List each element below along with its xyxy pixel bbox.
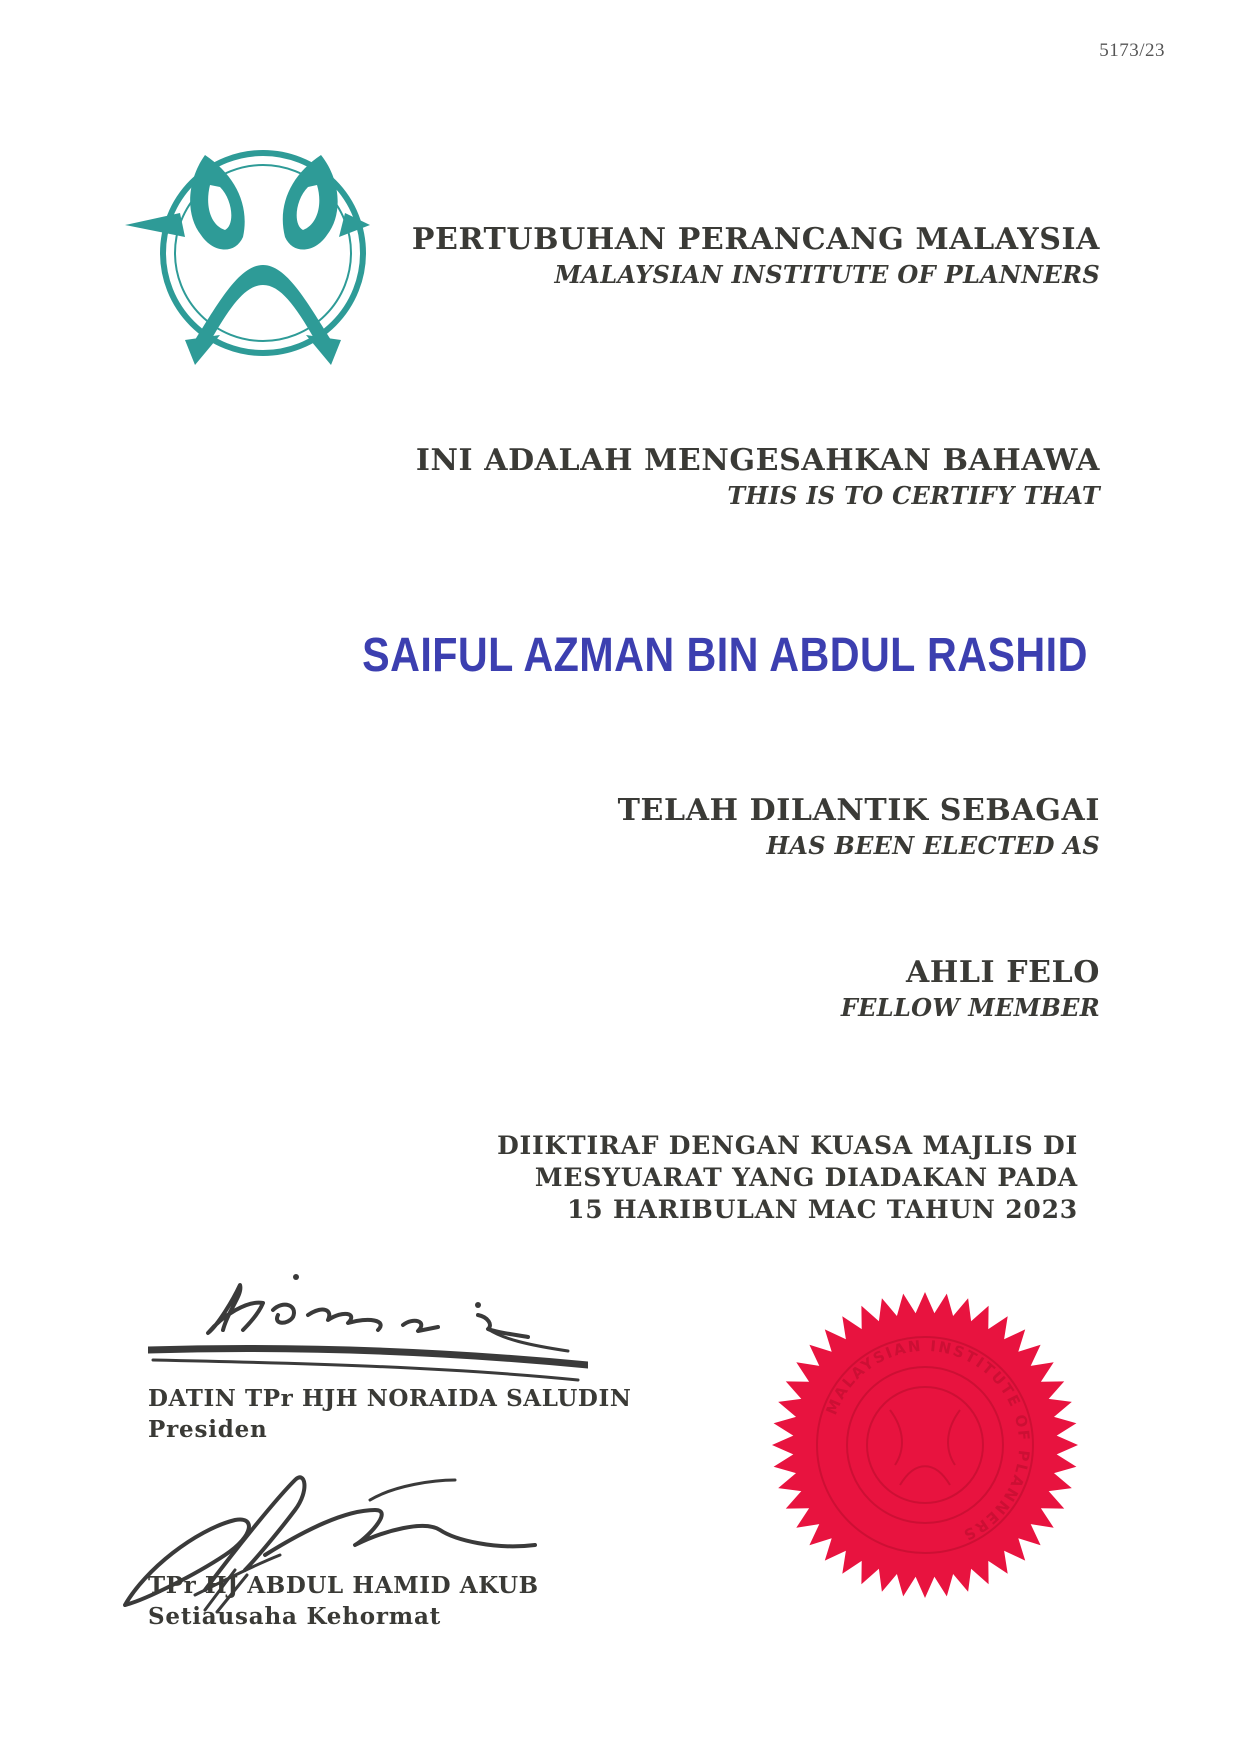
- reference-number: 5173/23: [1099, 40, 1165, 61]
- president-signatory: [148, 1383, 631, 1445]
- recipient-name: SAIFUL AZMAN BIN ABDUL RASHID: [362, 629, 1088, 682]
- organization-name-malay: PERTUBUHAN PERANCANG MALAYSIA: [411, 222, 1100, 257]
- president-name: DATIN TPr HJH NORAIDA SALUDIN: [148, 1385, 632, 1412]
- recognition-line-1: DIIKTIRAF DENGAN KUASA MAJLIS DI: [497, 1131, 1078, 1160]
- membership-malay: AHLI FELO: [906, 955, 1100, 990]
- secretary-title: Setiausaha Kehormat: [148, 1603, 442, 1630]
- membership-grade: [841, 955, 1100, 1025]
- certify-statement: [416, 443, 1100, 513]
- elected-malay: TELAH DILANTIK SEBAGAI: [617, 793, 1100, 828]
- secretary-name: TPr HJ ABDUL HAMID AKUB: [148, 1572, 539, 1599]
- elected-statement: [618, 793, 1100, 863]
- organization-logo: [125, 125, 405, 375]
- organization-name-block: [412, 222, 1100, 292]
- official-seal: [770, 1290, 1080, 1600]
- certify-malay: INI ADALAH MENGESAHKAN BAHAWA: [415, 443, 1100, 478]
- recognition-line-2: MESYUARAT YANG DIADAKAN PADA: [534, 1163, 1078, 1192]
- recognition-statement: [497, 1130, 1078, 1226]
- recognition-line-3: 15 HARIBULAN MAC TAHUN 2023: [567, 1195, 1078, 1224]
- seal-text: MALAYSIAN INSTITUTE OF PLANNERS: [822, 1336, 1034, 1545]
- membership-english: FELLOW MEMBER: [840, 993, 1100, 1022]
- president-signature: [148, 1255, 588, 1385]
- president-title: Presiden: [148, 1416, 268, 1443]
- elected-english: HAS BEEN ELECTED AS: [766, 831, 1100, 860]
- certify-english: THIS IS TO CERTIFY THAT: [727, 481, 1100, 510]
- secretary-signatory: [148, 1570, 539, 1632]
- organization-name-english: MALAYSIAN INSTITUTE OF PLANNERS: [554, 260, 1100, 289]
